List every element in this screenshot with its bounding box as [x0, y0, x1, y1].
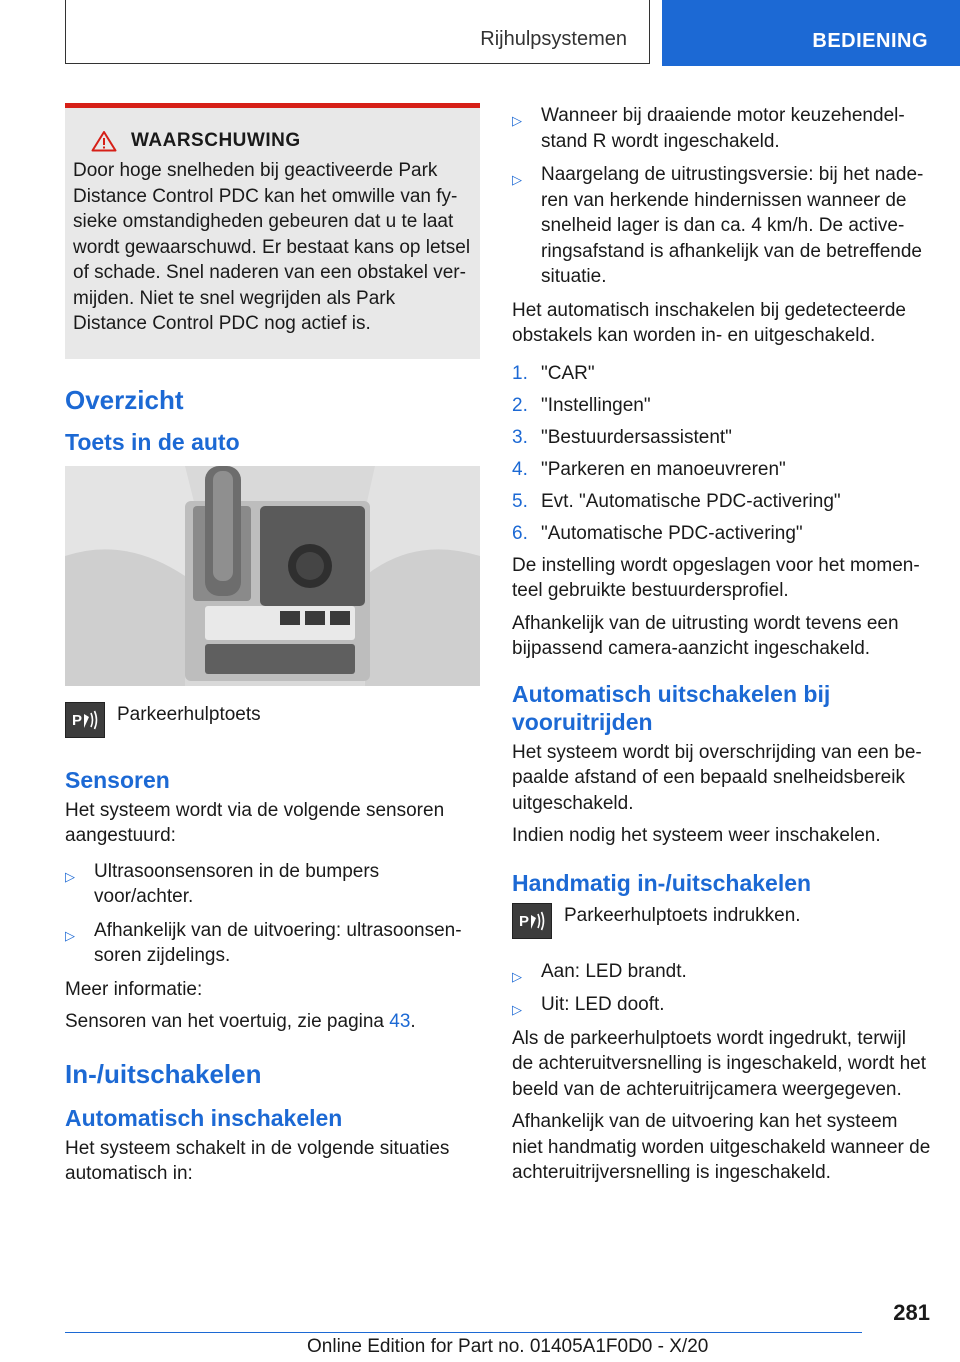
bullet-triangle-icon: ▷: [65, 927, 75, 943]
right-column: [512, 103, 932, 1193]
park-assist-key-icon: [65, 702, 105, 738]
section-tab: [65, 0, 650, 64]
bullet-triangle-icon: ▷: [512, 1002, 522, 1017]
parkeerhulptoets-label: Parkeerhulptoets: [117, 703, 261, 725]
svg-text:P: P: [72, 711, 83, 729]
list-item: ▷ Uit: LED dooft.: [512, 992, 932, 1018]
warning-header: [73, 130, 472, 152]
heading-toets-in-de-auto: Toets in de auto: [65, 428, 240, 455]
warning-box: [65, 103, 480, 359]
list-item: ▷ Wanneer bij draaiende motor keuzehendel-stand R wordt ingeschakeld.: [512, 105, 905, 152]
warning-title: WAARSCHUWING: [131, 130, 301, 151]
auto-off-note: Indien nodig het systeem weer inschakelen.: [512, 825, 881, 846]
list-item: ▷ Ultrasoonsensoren in de bumpers voor/achter.: [65, 860, 380, 907]
chapter-tab: [662, 0, 960, 66]
heading-overzicht: Overzicht: [65, 384, 184, 415]
list-item: 4. "Parkeren en manoeuvreren": [512, 458, 786, 480]
heading-automatisch-uitschakelen: Automatisch uitschakelen bij vooruitrijden: [512, 680, 831, 735]
sensoren-list: [65, 859, 480, 969]
page-link-43[interactable]: 43: [389, 1011, 411, 1032]
bullet-triangle-icon: ▷: [512, 172, 522, 187]
heading-in-uitschakelen: In-/uitschakelen: [65, 1058, 262, 1089]
settings-steps: [512, 361, 932, 547]
auto-on-list: [512, 103, 932, 290]
auto-on-note: Het automatisch inschakelen bij gedetecteerde obstakels kan worden in- en uitgeschakeld.: [512, 299, 906, 346]
manual-note-1: Als de parkeerhulptoets wordt ingedrukt, terwijl de achteruitversnelling is ingeschakeld, wordt het beeld van de achteruitrijcamera weergegeven.: [512, 1027, 927, 1100]
footer-divider: [65, 1332, 862, 1333]
left-column: [65, 103, 480, 1194]
auto-off-text: Het systeem wordt bij overschrijding van een be-paalde afstand of een bepaald snelheidsbereik uitgeschakeld.: [512, 741, 922, 814]
parkeerhulptoets-legend: [65, 702, 480, 738]
list-item: 2. "Instellingen": [512, 394, 651, 416]
chapter-title: BEDIENING: [812, 30, 928, 52]
bullet-triangle-icon: ▷: [65, 868, 75, 884]
park-assist-key-icon: [512, 903, 552, 939]
center-console-photo: [65, 466, 480, 686]
bullet-triangle-icon: ▷: [512, 113, 522, 128]
heading-handmatig: Handmatig in-/uitschakelen: [512, 869, 812, 896]
heading-sensoren: Sensoren: [65, 766, 170, 793]
list-item: ▷ Aan: LED brandt.: [512, 959, 932, 985]
list-item: 1. "CAR": [512, 362, 595, 384]
auto-on-intro: Het systeem schakelt in de volgende situaties automatisch in:: [65, 1137, 450, 1184]
bullet-triangle-icon: ▷: [512, 968, 522, 984]
section-title: Rijhulpsystemen: [480, 28, 627, 50]
page-header: [0, 0, 960, 66]
park-assist-symbol-icon: [513, 904, 550, 937]
page-number: 281: [893, 1300, 930, 1325]
sensoren-intro: Het systeem wordt via de volgende sensoren aangestuurd:: [65, 799, 445, 846]
edition-text: Online Edition for Part no. 01405A1F0D0 - X/20: [307, 1336, 709, 1357]
warning-text: Door hoge snelheden bij geactiveerde Park Distance Control PDC kan het omwille van fy-sieke omstandigheden gebeuren dat u te laat wordt gewaarschuwd. Er bestaat kans op letsel of schade. Snel naderen van een obstakel ver-mijden. Niet te snel wegrijden als Park Distance Control PDC nog actief is.: [73, 160, 471, 334]
more-info-label: Meer informatie:: [65, 978, 203, 1000]
list-item: 5. Evt. "Automatische PDC-activering": [512, 490, 841, 512]
park-assist-symbol-icon: [66, 703, 103, 736]
sensoren-reference: Sensoren van het voertuig, zie pagina 43.: [65, 1011, 416, 1032]
manual-key-label: Parkeerhulptoets indrukken.: [564, 904, 801, 926]
list-item: 3. "Bestuurdersassistent": [512, 426, 732, 448]
profile-note: De instelling wordt opgeslagen voor het momen-teel gebruikte bestuurdersprofiel.: [512, 554, 920, 601]
camera-note: Afhankelijk van de uitrusting wordt tevens een bijpassend camera-aanzicht ingeschakeld.: [512, 612, 899, 659]
heading-automatisch-inschakelen: Automatisch inschakelen: [65, 1104, 343, 1131]
manual-list: [512, 959, 932, 1018]
list-item: ▷ Naargelang de uitrustingsversie: bij het nade-ren van herkende hindernissen wanneer de snelheid lager is dan ca. 4 km/h. De active-ringsafstand is afhankelijk van de betreffende situatie.: [512, 164, 924, 287]
list-item: 6. "Automatische PDC-activering": [512, 522, 803, 544]
manual-key-legend: [512, 903, 932, 939]
svg-text:P: P: [519, 912, 530, 930]
warning-triangle-icon: [91, 130, 117, 152]
manual-note-2: Afhankelijk van de uitvoering kan het systeem niet handmatig worden uitgeschakeld wanneer de achteruitrijversnelling is ingeschakeld.: [512, 1111, 931, 1183]
list-item: ▷ Afhankelijk van de uitvoering: ultrasoonsen-soren zijdelings.: [65, 919, 462, 966]
